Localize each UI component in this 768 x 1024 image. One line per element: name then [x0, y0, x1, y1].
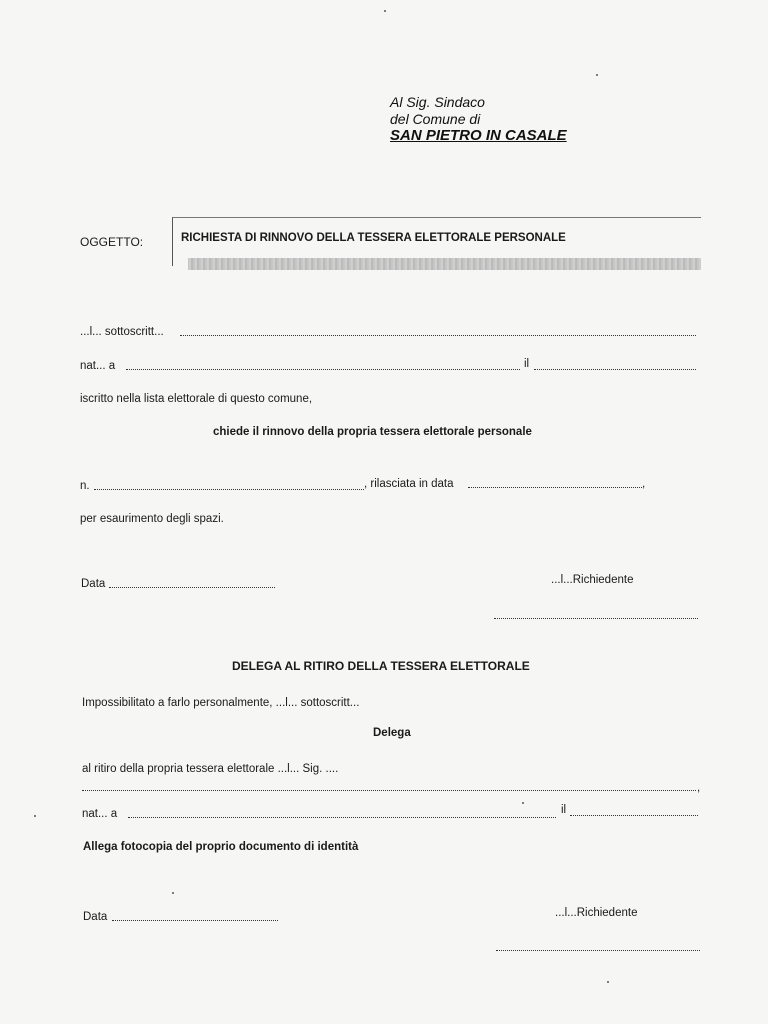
request-applicant-label: ...l...Richiedente	[551, 574, 634, 586]
reason-text: per esaurimento degli spazi.	[80, 513, 224, 525]
delegation-signature-line	[496, 950, 700, 951]
name-field-line	[180, 335, 696, 336]
addressee-line-2: del Comune di	[390, 111, 481, 127]
unable-text: Impossibilitato a farlo personalmente, ...l... sottoscritt...	[82, 697, 360, 709]
birthdate-field-line	[534, 369, 696, 370]
delegate-birthdate-field-line	[570, 815, 698, 816]
delegate-heading: Delega	[373, 727, 411, 739]
delegation-applicant-label: ...l...Richiedente	[555, 907, 638, 919]
birthdate-label: il	[524, 358, 530, 370]
collect-text: al ritiro della propria tessera elettorale ...l... Sig. ....	[82, 763, 339, 775]
born-label: nat... a	[80, 360, 116, 372]
subject-title: RICHIESTA DI RINNOVO DELLA TESSERA ELETTORALE PERSONALE	[181, 232, 566, 244]
scan-speck	[172, 892, 174, 894]
delegate-name-field-line	[82, 790, 696, 791]
attach-id-text: Allega fotocopia del proprio documento di identità	[83, 841, 359, 853]
delegation-date-field-line	[112, 920, 278, 921]
request-signature-line	[494, 618, 698, 619]
scan-speck	[34, 815, 36, 817]
issue-date-field-line	[468, 487, 642, 488]
birthplace-field-line	[126, 369, 520, 370]
delegate-line-end: ,	[697, 782, 701, 794]
delegation-date-label: Data	[83, 911, 108, 923]
issued-end-comma: ,	[642, 478, 646, 490]
request-heading: chiede il rinnovo della propria tessera elettorale personale	[213, 426, 532, 438]
card-number-field-line	[94, 489, 364, 490]
signed-label: ...l... sottoscritt...	[80, 326, 164, 338]
enrolled-text: iscritto nella lista elettorale di questo comune,	[80, 393, 313, 405]
addressee-municipality: SAN PIETRO IN CASALE	[390, 127, 567, 144]
addressee-line-1: Al Sig. Sindaco	[390, 94, 485, 110]
request-date-field-line	[109, 587, 275, 588]
delegation-heading: DELEGA AL RITIRO DELLA TESSERA ELETTORALE	[232, 659, 530, 673]
delegate-birthplace-field-line	[128, 817, 556, 818]
issued-label: , rilasciata in data	[364, 478, 454, 490]
scan-speck	[384, 10, 386, 12]
request-date-label: Data	[81, 578, 106, 590]
subject-box-shadow	[188, 258, 701, 270]
scan-speck	[522, 802, 524, 804]
delegate-birthdate-label: il	[561, 804, 567, 816]
subject-label: OGGETTO:	[80, 235, 144, 249]
scan-speck	[596, 74, 598, 76]
delegate-born-label: nat... a	[82, 808, 118, 820]
scan-speck	[607, 981, 609, 983]
card-number-label: n.	[80, 480, 90, 492]
